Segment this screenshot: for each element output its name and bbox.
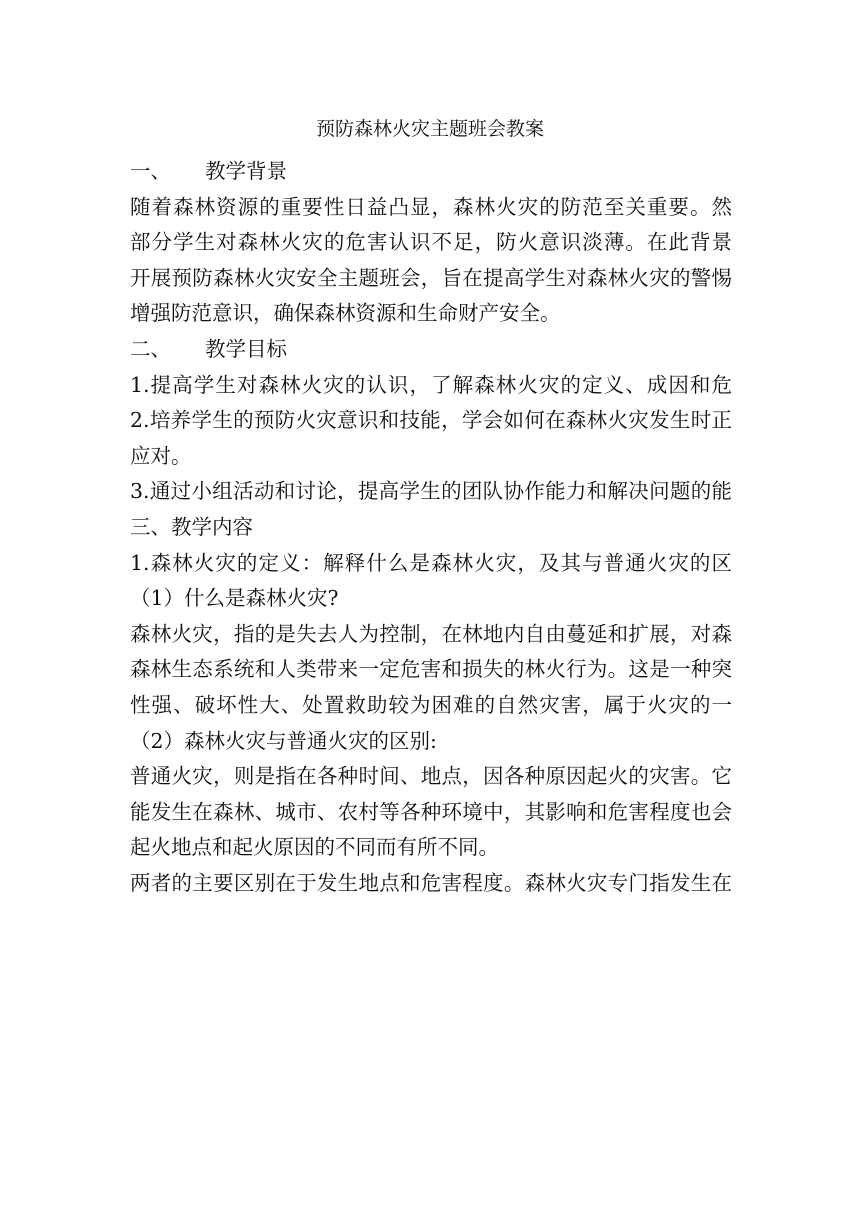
section-heading-3: 三、教学内容 <box>130 514 253 539</box>
section-heading-text: 教学背景 <box>205 159 287 183</box>
list-item: 3.通过小组活动和讨论，提高学生的团队协作能力和解决问题的能 <box>130 479 732 504</box>
section-number: 二、 <box>130 336 171 361</box>
subheading: （2）森林火灾与普通火灾的区别: <box>130 728 437 753</box>
list-item: 2.培养学生的预防火灾意识和技能，学会如何在森林火灾发生时正 <box>130 408 732 433</box>
paragraph-line: 性强、破坏性大、处置救助较为困难的自然灾害，属于火灾的一 <box>130 692 732 717</box>
section-number: 一、 <box>130 159 171 183</box>
section-heading-2 <box>130 332 732 368</box>
section-heading-text: 教学目标 <box>205 336 287 361</box>
document-body <box>130 154 732 901</box>
paragraph-line: 森林火灾，指的是失去人为控制，在林地内自由蔓延和扩展，对森 <box>130 621 732 646</box>
list-item: 1.森林火灾的定义：解释什么是森林火灾，及其与普通火灾的区 <box>130 550 732 575</box>
section-heading-1 <box>130 154 732 190</box>
subheading: （1）什么是森林火灾? <box>130 586 339 611</box>
paragraph-line: 森林生态系统和人类带来一定危害和损失的林火行为。这是一种突 <box>130 657 732 682</box>
paragraph-line: 两者的主要区别在于发生地点和危害程度。森林火灾专门指发生在 <box>130 870 732 895</box>
paragraph-line: 能发生在森林、城市、农村等各种环境中，其影响和危害程度也会 <box>130 799 732 824</box>
list-item-continuation: 应对。 <box>130 443 192 468</box>
paragraph-line: 增强防范意识，确保森林资源和生命财产安全。 <box>130 301 561 326</box>
paragraph-line: 部分学生对森林火灾的危害认识不足，防火意识淡薄。在此背景 <box>130 230 732 255</box>
document-title: 预防森林火灾主题班会教案 <box>315 118 544 140</box>
paragraph-line: 起火地点和起火原因的不同而有所不同。 <box>130 835 499 860</box>
paragraph-line: 开展预防森林火灾安全主题班会，旨在提高学生对森林火灾的警惕 <box>130 265 732 290</box>
list-item: 1.提高学生对森林火灾的认识，了解森林火灾的定义、成因和危 <box>130 372 732 397</box>
paragraph-line: 随着森林资源的重要性日益凸显，森林火灾的防范至关重要。然 <box>130 194 732 219</box>
paragraph-line: 普通火灾，则是指在各种时间、地点，因各种原因起火的灾害。它 <box>130 764 732 789</box>
